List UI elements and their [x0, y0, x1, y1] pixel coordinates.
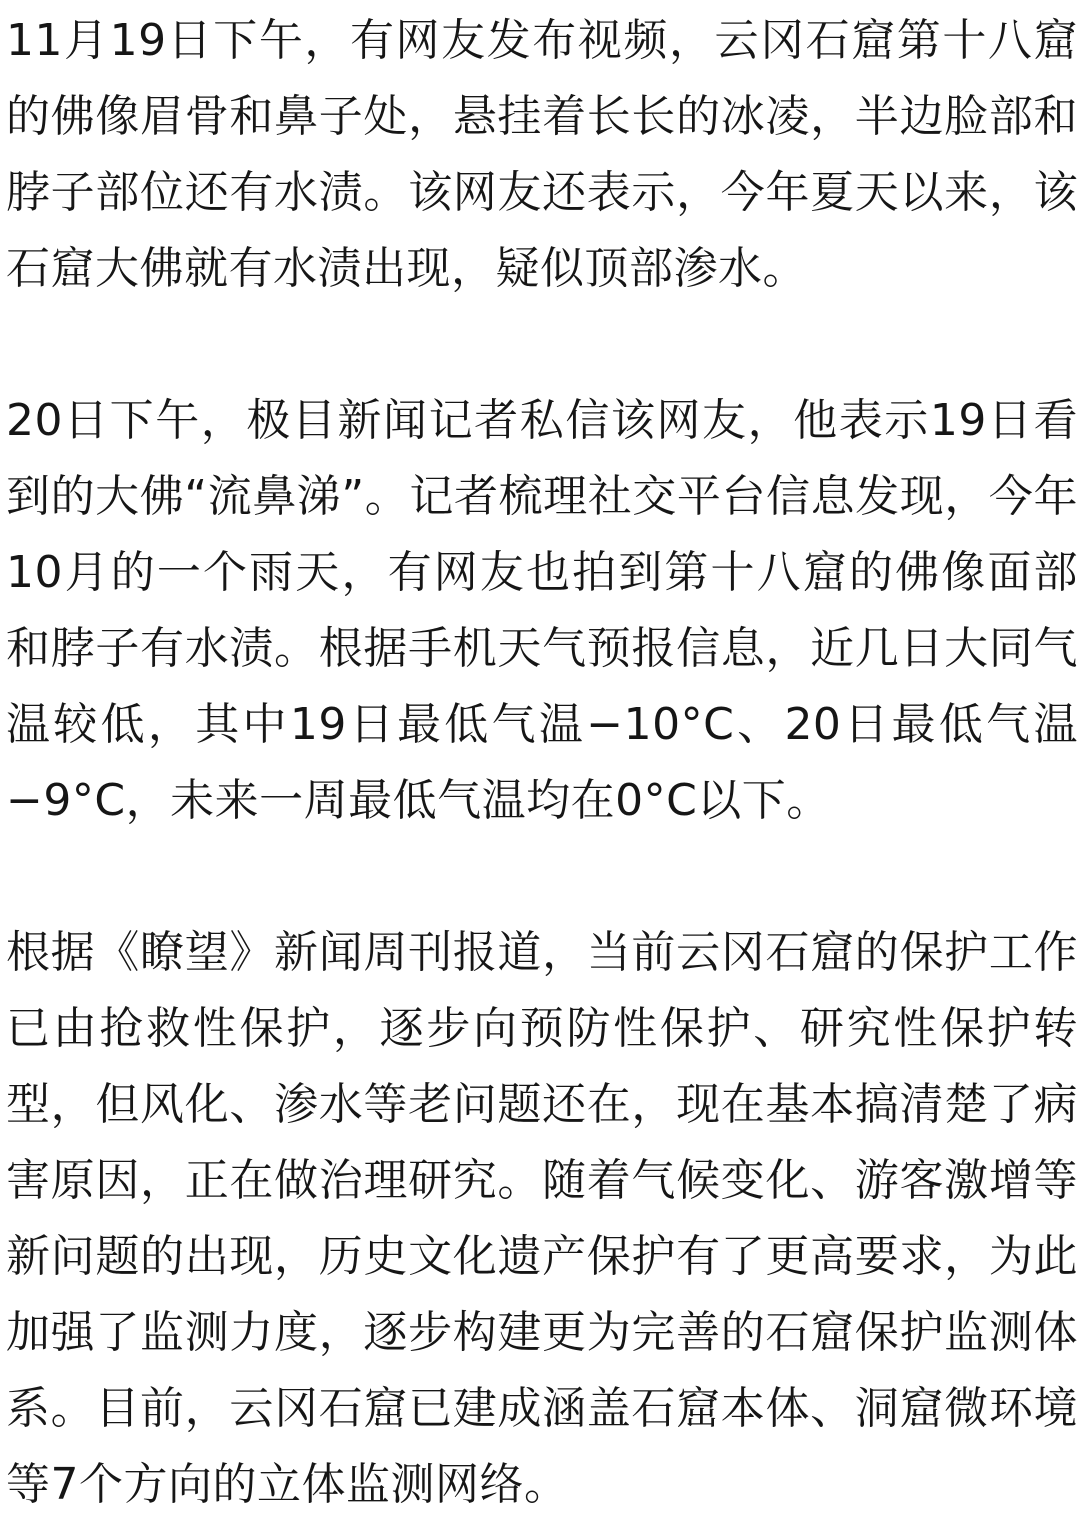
article-paragraph-1: 11月19日下午，有网友发布视频，云冈石窟第十八窟的佛像眉骨和鼻子处，悬挂着长长的冰凌，半边脸部和脖子部位还有水渍。该网友还表示，今年夏天以来，该石窟大佛就有水渍出现，疑似顶部渗水。	[6, 15, 1078, 294]
article-paragraph-3: 根据《瞭望》新闻周刊报道，当前云冈石窟的保护工作已由抢救性保护，逐步向预防性保护、研究性保护转型，但风化、渗水等老问题还在，现在基本搞清楚了病害原因，正在做治理研究。随着气候变化、游客激增等新问题的出现，历史文化遗产保护有了更高要求，为此加强了监测力度，逐步构建更为完善的石窟保护监测体系。目前，云冈石窟已建成涵盖石窟本体、洞窟微环境等7个方向的立体监测网络。	[6, 927, 1078, 1510]
article-paragraph-2: 20日下午，极目新闻记者私信该网友，他表示19日看到的大佛“流鼻涕”。记者梳理社交平台信息发现，今年10月的一个雨天，有网友也拍到第十八窟的佛像面部和脖子有水渍。根据手机天气预报信息，近几日大同气温较低，其中19日最低气温−10°C、20日最低气温−9°C，未来一周最低气温均在0°C以下。	[6, 395, 1078, 826]
article-body	[6, 3, 1078, 1523]
